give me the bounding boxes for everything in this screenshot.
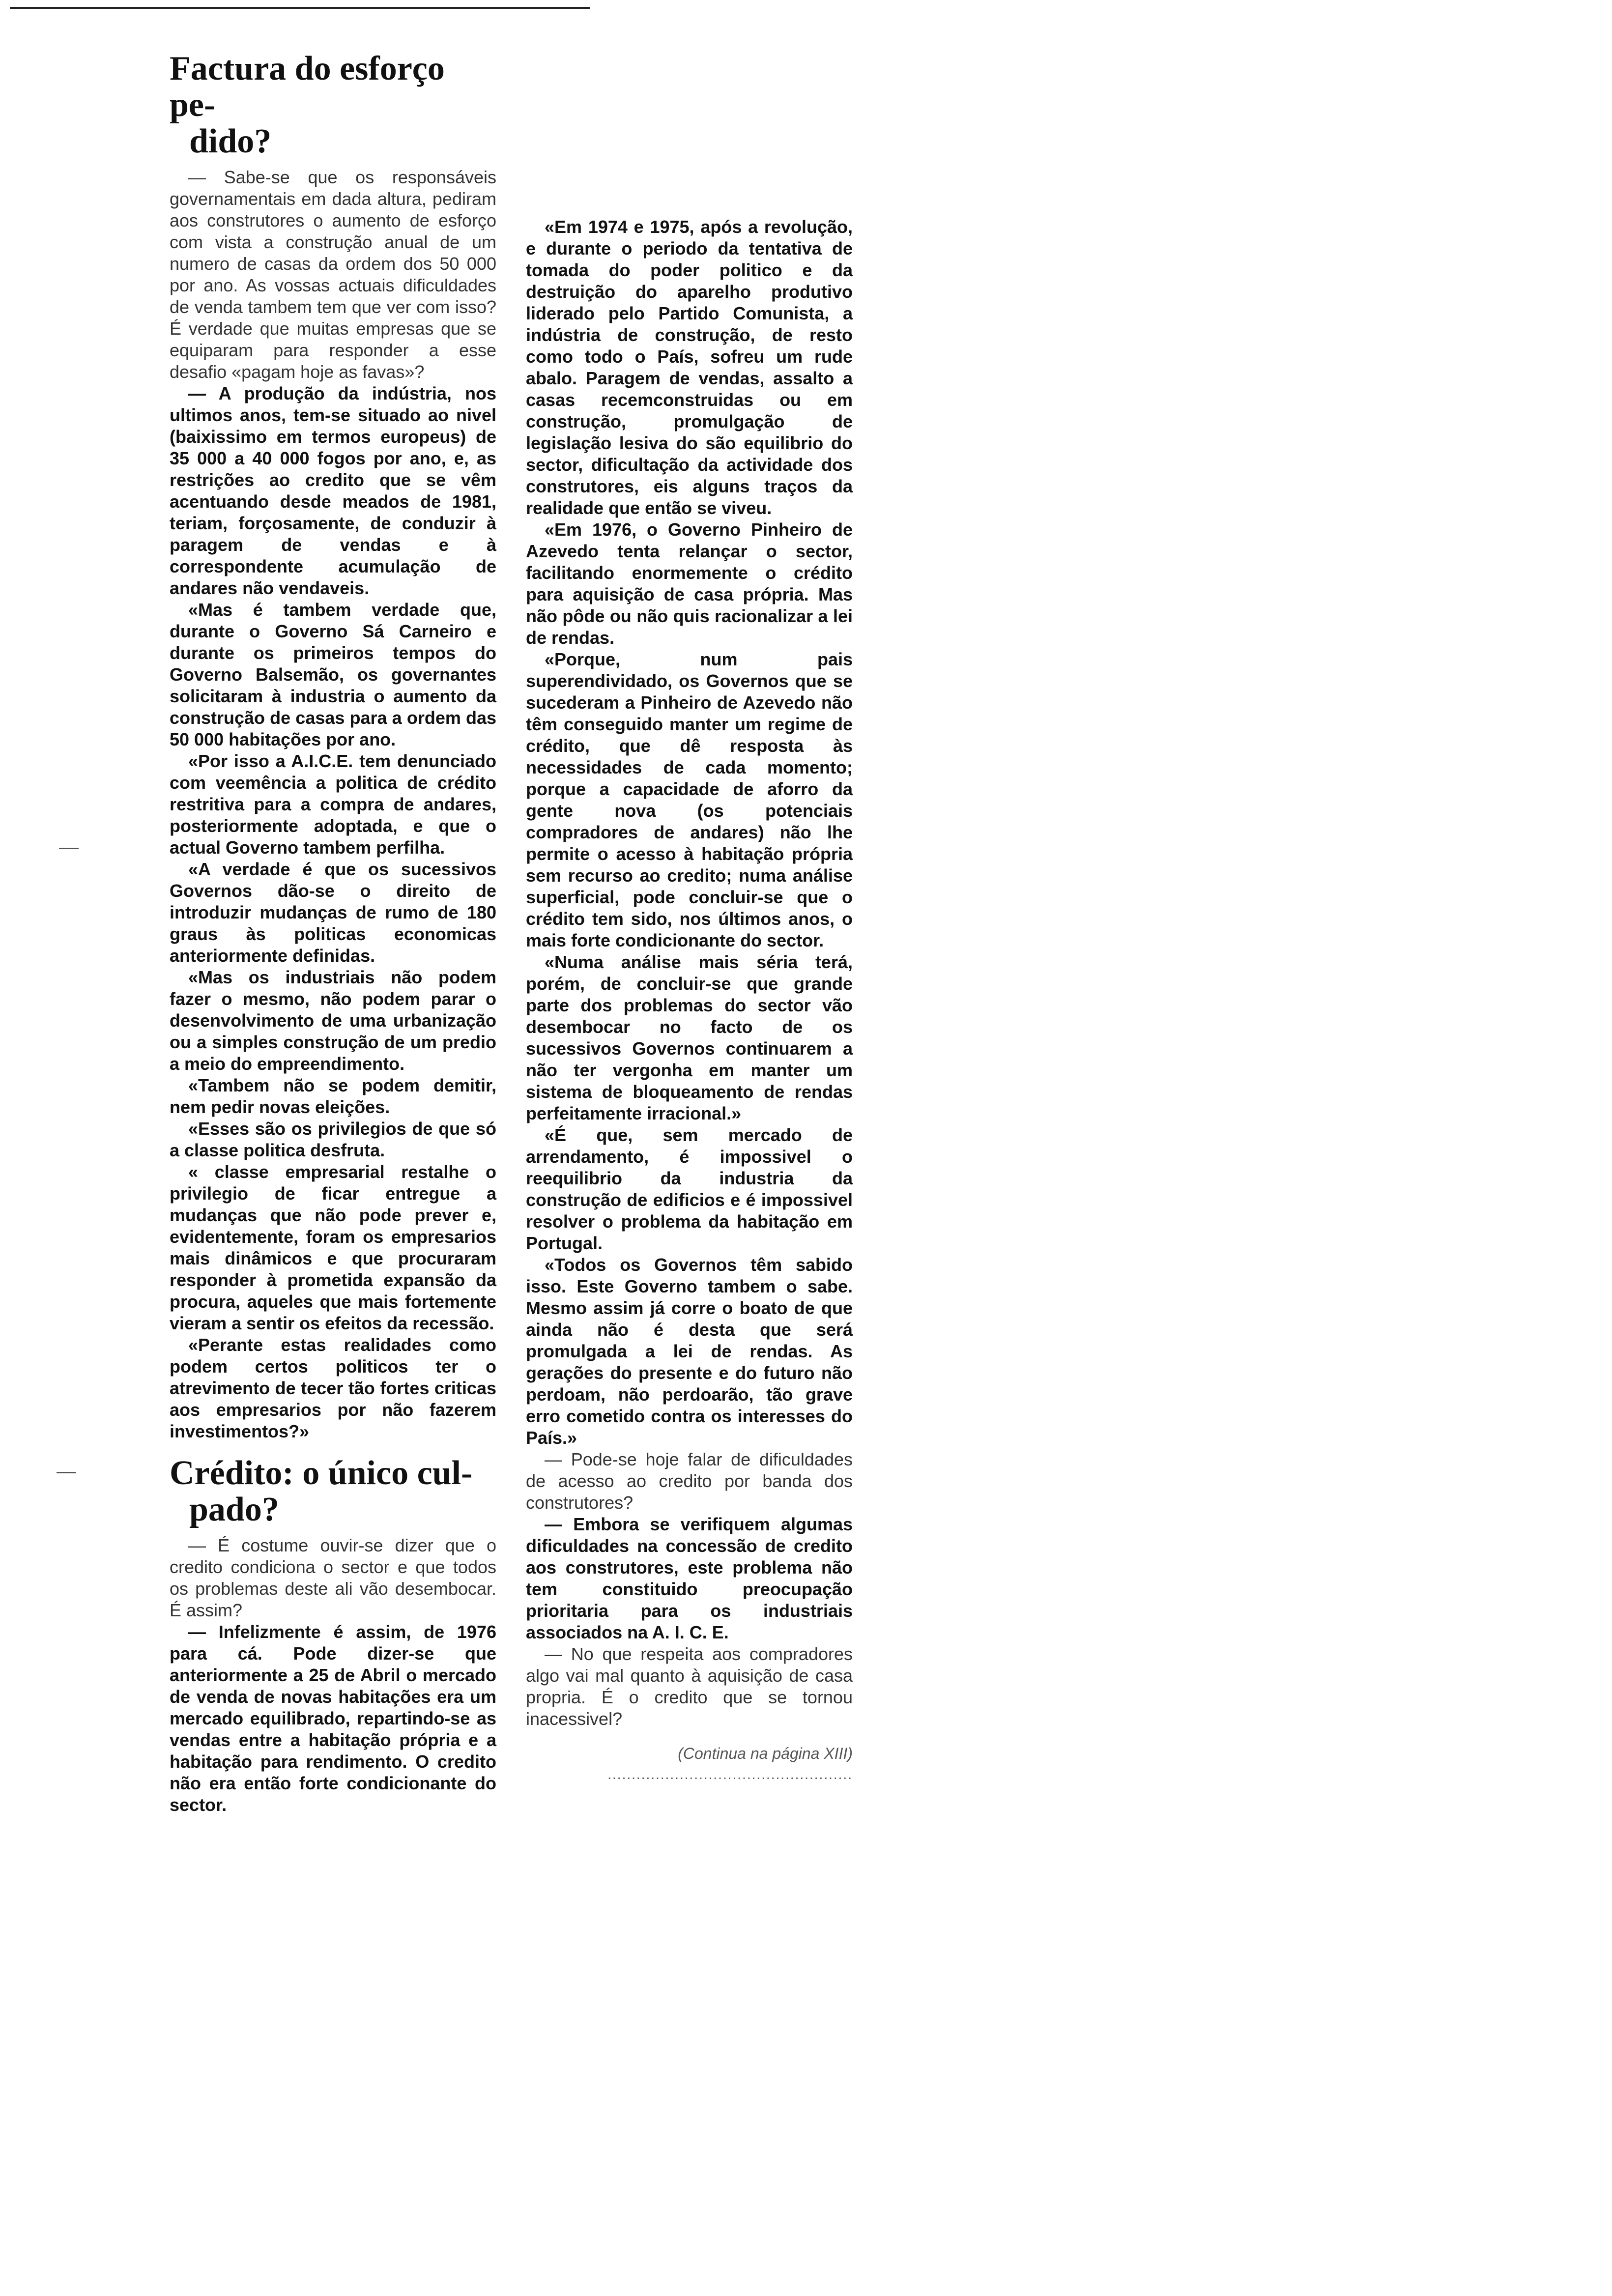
paragraph: « classe empresarial restalhe o privilegio de ficar entregue a mudanças que não pode prever e, evidentemente, foram os empresarios mais dinâmicos e que procuraram responder à prometida expansão da procura, aqueles que mais fortemente vieram a sentir os efeitos da recessão. [170,1162,496,1333]
article-body [170,167,496,1442]
paragraph: — É costume ouvir-se dizer que o credito condiciona o sector e que todos os problemas deste ali vão desembocar. É assim? [170,1535,496,1620]
right-column [526,216,853,1782]
paragraph: — Pode-se hoje falar de dificuldades de acesso ao credito por banda dos construtores? [526,1449,853,1513]
heading-line: dido? [189,122,272,160]
left-column [170,47,496,1816]
paragraph: — A produção da indústria, nos ultimos anos, tem-se situado ao nivel (baixissimo em termos europeus) de 35 000 a 40 000 fogos por ano, e, as restrições ao credito que se vêm acentuando desde meados de 1981, teriam, forçosamente, de conduzir à paragem de vendas e à correspondente acumulação de andares não vendaveis. [170,383,496,598]
paragraph: «Todos os Governos têm sabido isso. Este Governo tambem o sabe. Mesmo assim já corre o boato de que ainda não é desta que será promulgada a lei de rendas. As gerações do presente e do futuro não perdoam, não perdoarão, tão grave erro cometido contra os interesses do País.» [526,1255,853,1448]
article-body [526,216,853,1730]
paragraph: «Tambem não se podem demitir, nem pedir novas eleições. [170,1075,496,1117]
paragraph: «A verdade é que os sucessivos Governos dão-se o direito de introduzir mudanças de rumo de 180 graus às politicas economicas anteriormente definidas. [170,859,496,966]
heading-line: Factura do esforço pe- [170,50,445,124]
paragraph: — Embora se verifiquem algumas dificuldades na concessão de credito aos construtores, este problema não tem constituido preocupação prioritaria para os industriais associados na A. I. C. E. [526,1514,853,1642]
heading-line: Crédito: o único cul- [170,1454,473,1492]
paragraph: «Em 1974 e 1975, após a revolução, e durante o periodo da tentativa de tomada do poder politico e da destruição do aparelho produtivo liderado pelo Partido Comunista, a indústria de construção, de resto como todo o País, sofreu um rude abalo. Paragem de vendas, assalto a casas recemconstruidas ou em construção, promulgação de legislação lesiva do são equilibrio do sector, dificultação da actividade dos construtores, eis alguns traços da realidade que então se viveu. [526,217,853,518]
top-rule [10,7,590,9]
paragraph: «Mas é tambem verdade que, durante o Governo Sá Carneiro e durante os primeiros tempos do Governo Balsemão, os governantes solicitaram à industria o aumento da construção de casas para a ordem das 50 000 habitações por ano. [170,600,496,749]
paragraph: — No que respeita aos compradores algo vai mal quanto à aquisição de casa propria. É o credito que se tornou inacessivel? [526,1644,853,1729]
continuation-note: (Continua na página XIII) [678,1745,853,1762]
heading-line: pado? [189,1491,279,1528]
paragraph: «É que, sem mercado de arrendamento, é impossivel o reequilibrio da industria da construção de edificios e é impossivel resolver o problema da habitação em Portugal. [526,1125,853,1253]
paragraph: «Porque, num pais superendividado, os Governos que se sucederam a Pinheiro de Azevedo não têm conseguido manter um regime de crédito, que dê resposta às necessidades de cada momento; porque a capacidade de aforro da gente nova (os potenciais compradores de andares) não lhe permite o acesso à habitação própria sem recurso ao credito; numa análise superficial, pode concluir-se que o crédito tem sido, nos últimos anos, o mais forte condicionante do sector. [526,649,853,950]
paragraph: «Numa análise mais séria terá, porém, de concluir-se que grande parte dos problemas do sector vão desembocar no facto de os sucessivos Governos continuarem a não ter vergonha em manter um sistema de bloqueamento de rendas perfeitamente irracional.» [526,952,853,1123]
paragraph: — Infelizmente é assim, de 1976 para cá. Pode dizer-se que anteriormente a 25 de Abril o mercado de venda de novas habitações era um mercado equilibrado, repartindo-se as vendas entre a habitação própria e a habitação para rendimento. O credito não era então forte condicionante do sector. [170,1622,496,1815]
heading-credito [170,1455,496,1528]
heading-factura [170,51,496,160]
paragraph: «Esses são os privilegios de que só a classe politica desfruta. [170,1119,496,1160]
paragraph: — Sabe-se que os responsáveis governamentais em dada altura, pediram aos construtores o aumento de esforço com vista a construção anual de um numero de casas da ordem dos 50 000 por ano. As vossas actuais dificuldades de venda tambem tem que ver com isso? É verdade que muitas empresas que se equiparam para responder a esse desafio «pagam hoje as favas»? [170,167,496,382]
article-body [170,1535,496,1816]
margin-mark [59,848,79,849]
dotted-rule: ................................................... [607,1767,853,1782]
paragraph: «Em 1976, o Governo Pinheiro de Azevedo tenta relançar o sector, facilitando enormemente o crédito para aquisição de casa própria. Mas não pôde ou não quis racionalizar a lei de rendas. [526,519,853,648]
paragraph: «Perante estas realidades como podem certos politicos ter o atrevimento de tecer tão fortes criticas aos empresarios por não fazerem investimentos?» [170,1335,496,1441]
paragraph: «Por isso a A.I.C.E. tem denunciado com veemência a politica de crédito restritiva para a compra de andares, posteriormente adoptada, e que o actual Governo tambem perfilha. [170,751,496,858]
margin-mark [57,1472,76,1473]
paragraph: «Mas os industriais não podem fazer o mesmo, não podem parar o desenvolvimento de uma urbanização ou a simples construção de um predio a meio do empreendimento. [170,967,496,1074]
